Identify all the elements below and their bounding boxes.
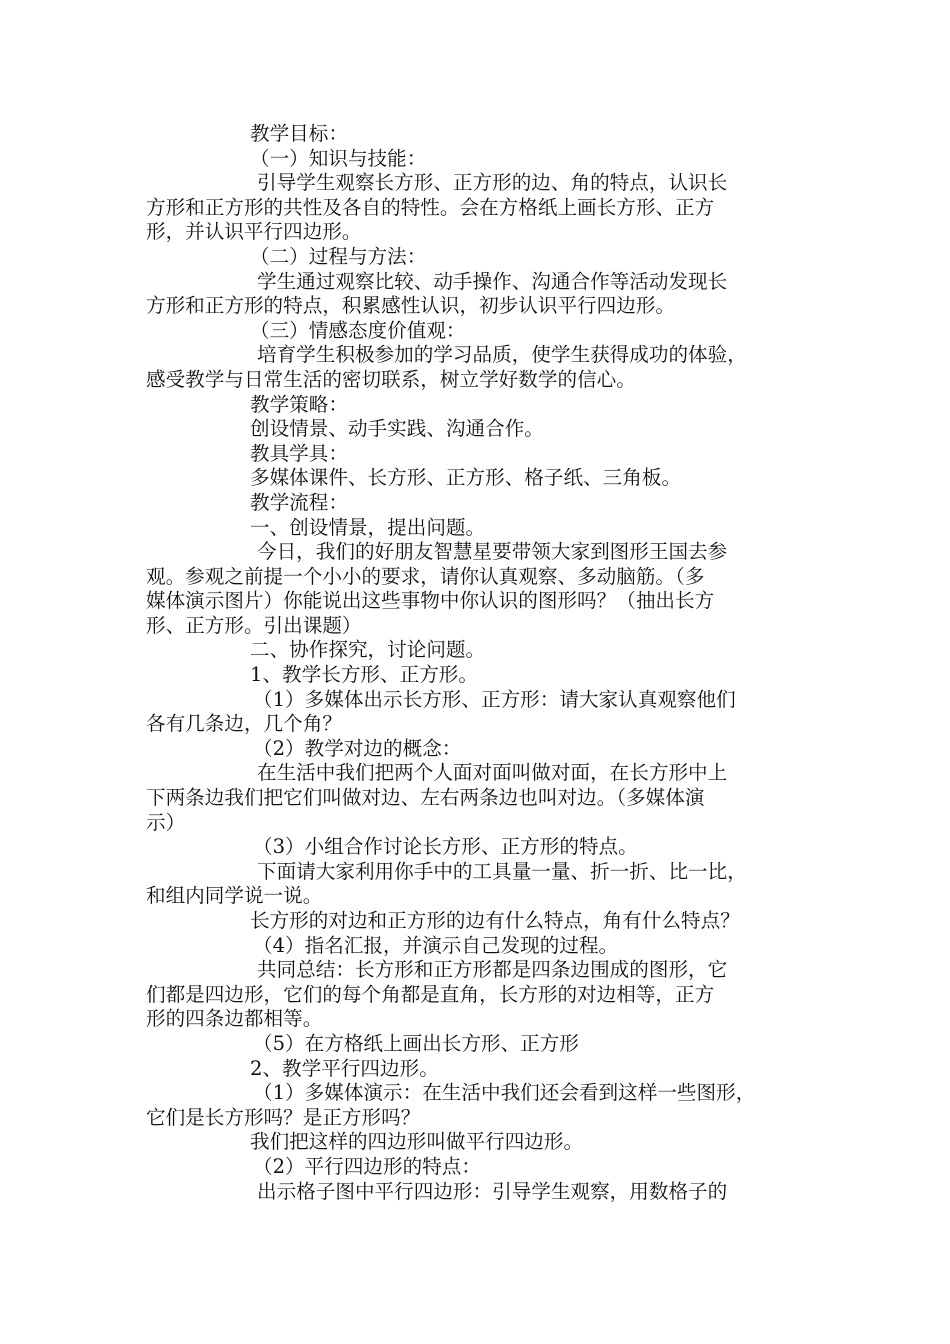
document-body <box>146 122 806 1204</box>
paragraph-line: 示） <box>146 810 186 834</box>
paragraph-line: 感受教学与日常生活的密切联系，树立学好数学的信心。 <box>146 367 636 391</box>
paragraph-line: 形、正方形。引出课题） <box>146 613 362 637</box>
paragraph-line: 形，并认识平行四边形。 <box>146 220 362 244</box>
paragraph-line: （4）指名汇报，并演示自己发现的过程。 <box>253 933 619 957</box>
paragraph-line: 共同总结：长方形和正方形都是四条边围成的图形，它 <box>257 958 728 982</box>
paragraph-line: （1）多媒体出示长方形、正方形：请大家认真观察他们 <box>253 687 736 711</box>
paragraph-line: 多媒体课件、长方形、正方形、格子纸、三角板。 <box>250 466 682 490</box>
paragraph-line: 方形和正方形的特点，积累感性认识，初步认识平行四边形。 <box>146 294 676 318</box>
paragraph-line: 观。参观之前提一个小小的要求，请你认真观察、多动脑筋。（多 <box>146 564 705 588</box>
paragraph-line: 引导学生观察长方形、正方形的边、角的特点，认识长 <box>257 171 728 195</box>
paragraph-line: （5）在方格纸上画出长方形、正方形 <box>253 1031 579 1055</box>
paragraph-line: （2）平行四边形的特点： <box>253 1154 481 1178</box>
paragraph-line: 长方形的对边和正方形的边有什么特点，角有什么特点？ <box>250 909 740 932</box>
subheading-emotion-values: （三）情感态度价值观： <box>250 318 466 342</box>
heading-teaching-aids: 教具学具： <box>250 441 348 465</box>
paragraph-line: （3）小组合作讨论长方形、正方形的特点。 <box>253 835 638 859</box>
heading-teaching-strategy: 教学策略： <box>250 392 348 416</box>
subheading-knowledge-skills: （一）知识与技能： <box>250 146 427 170</box>
paragraph-line: （1）多媒体演示：在生活中我们还会看到这样一些图形， <box>253 1081 756 1105</box>
paragraph-line: 媒体演示图片）你能说出这些事物中你认识的图形吗？（抽出长方 <box>146 589 715 613</box>
paragraph-line: 我们把这样的四边形叫做平行四边形。 <box>250 1130 584 1154</box>
section-heading-one: 一、创设情景，提出问题。 <box>250 515 486 539</box>
paragraph-line: 下面请大家利用你手中的工具量一量、折一折、比一比， <box>257 859 747 883</box>
heading-teaching-goals: 教学目标： <box>250 122 348 145</box>
paragraph-line: 形的四条边都相等。 <box>146 1007 323 1031</box>
paragraph-line: 方形和正方形的共性及各自的特性。会在方格纸上画长方形、正方 <box>146 195 715 219</box>
paragraph-line: 培育学生积极参加的学习品质，使学生获得成功的体验， <box>257 343 747 367</box>
subsection-heading-1: 1、教学长方形、正方形。 <box>250 663 478 687</box>
paragraph-line: 它们是长方形吗？是正方形吗？ <box>146 1105 421 1129</box>
paragraph-line: 在生活中我们把两个人面对面叫做对面，在长方形中上 <box>257 761 728 785</box>
paragraph-line: 今日，我们的好朋友智慧星要带领大家到图形王国去参 <box>257 540 728 564</box>
paragraph-line: 和组内同学说一说。 <box>146 884 323 908</box>
paragraph-line: （2）教学对边的概念： <box>253 736 462 760</box>
paragraph-line: 各有几条边，几个角？ <box>146 712 342 736</box>
heading-teaching-process: 教学流程： <box>250 490 348 514</box>
paragraph-line: 下两条边我们把它们叫做对边、左右两条边也叫对边。（多媒体演 <box>146 786 705 810</box>
paragraph-line: 创设情景、动手实践、沟通合作。 <box>250 417 544 441</box>
paragraph-line: 出示格子图中平行四边形：引导学生观察，用数格子的 <box>257 1179 728 1203</box>
paragraph-line: 学生通过观察比较、动手操作、沟通合作等活动发现长 <box>257 269 728 293</box>
subsection-heading-2: 2、教学平行四边形。 <box>250 1056 439 1080</box>
subheading-process-method: （二）过程与方法： <box>250 244 427 268</box>
section-heading-two: 二、协作探究，讨论问题。 <box>250 638 486 662</box>
paragraph-line: 们都是四边形，它们的每个角都是直角，长方形的对边相等，正方 <box>146 982 715 1006</box>
